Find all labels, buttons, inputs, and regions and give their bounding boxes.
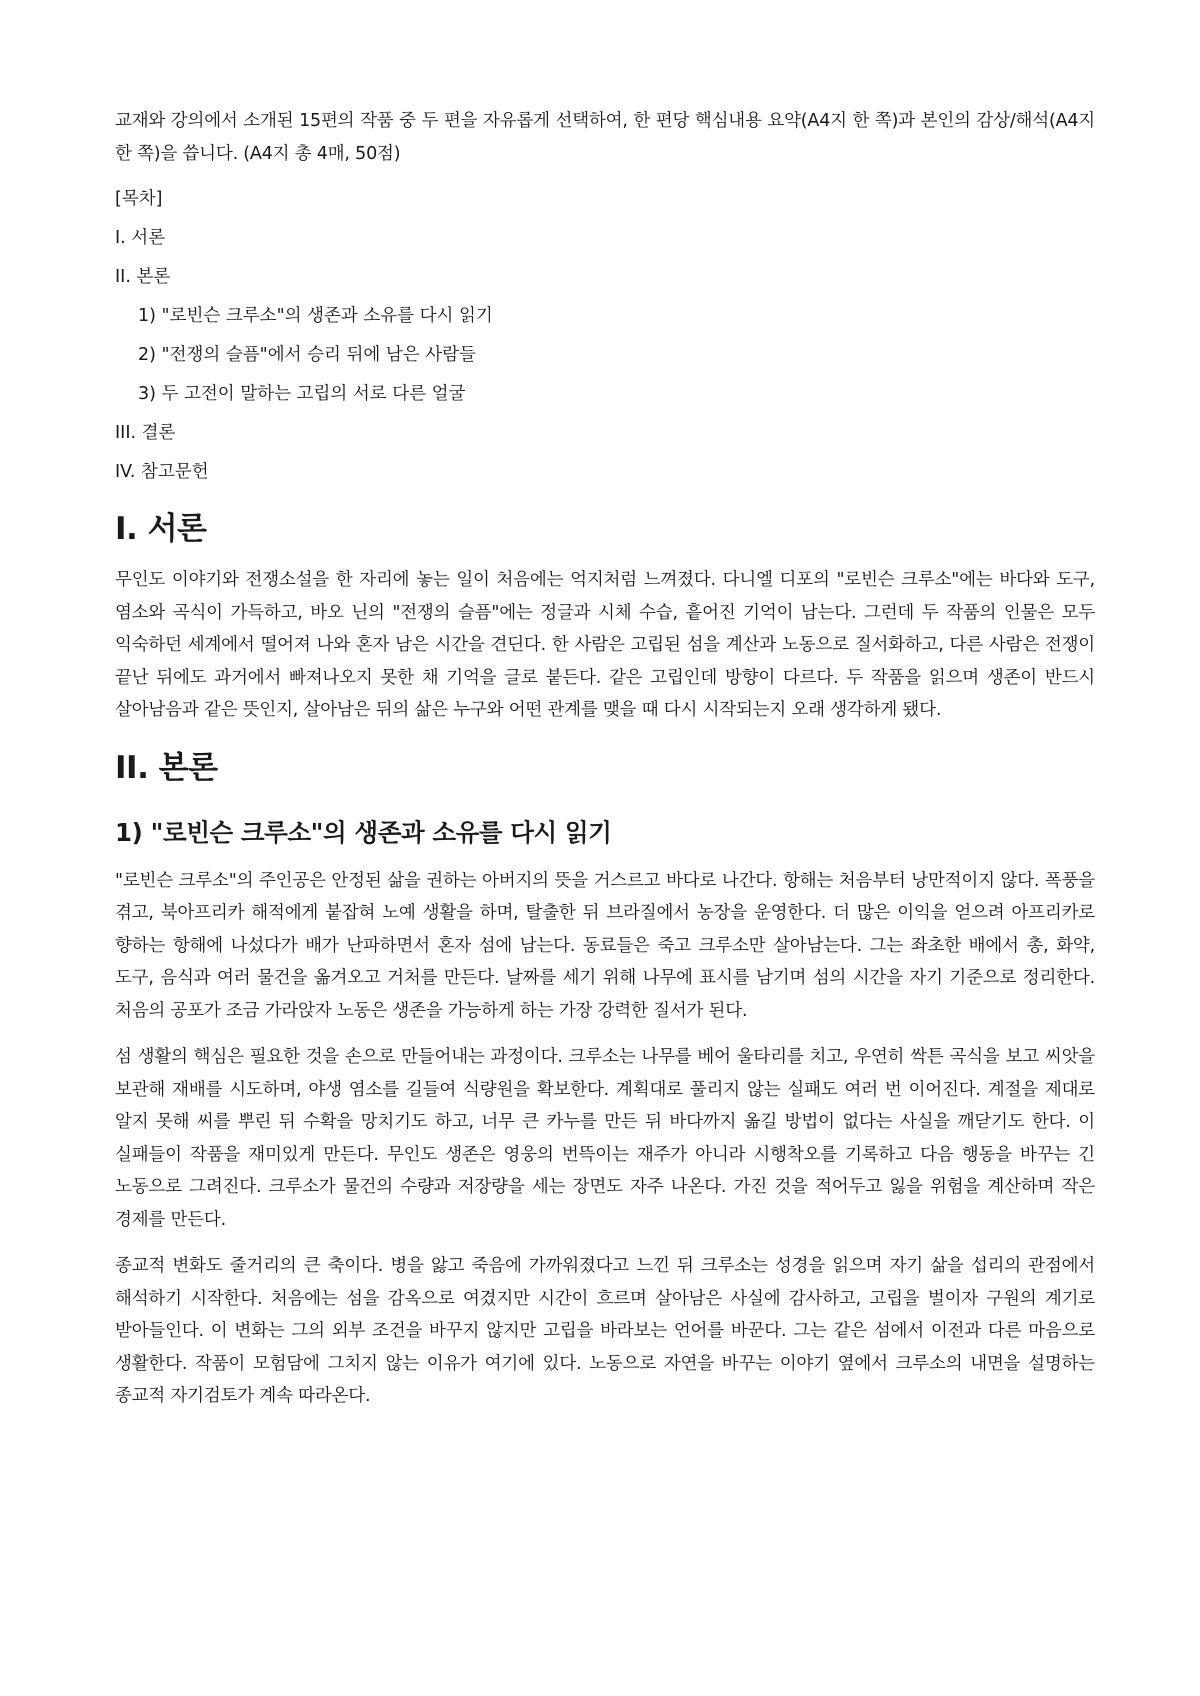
section-heading-body: II. 본론	[115, 749, 218, 786]
subsection-heading-robinson-crusoe: 1) "로빈슨 크루소"의 생존과 소유를 다시 읽기	[115, 817, 612, 847]
toc-item-introduction: I. 서론	[115, 228, 166, 248]
assignment-instruction: 교재와 강의에서 소개된 15편의 작품 중 두 편을 자유롭게 선택하여, 한 편당 핵심내용 요약(A4지 한 쪽)과 본인의 감상/해석(A4지 한 쪽)을 씁니다. (A4지 총 4매, 50점)	[115, 111, 1095, 164]
toc-item-body: II. 본론	[115, 267, 171, 287]
toc-subitem-isolation-comparison: 3) 두 고전이 말하는 고립의 서로 다른 얼굴	[138, 384, 466, 404]
toc-title: [목차]	[115, 189, 163, 209]
body-paragraph: 종교적 변화도 줄거리의 큰 축이다. 병을 앓고 죽음에 가까워졌다고 느낀 뒤 크루소는 성경을 읽으며 자기 삶을 섭리의 관점에서 해석하기 시작한다. 처음에는 섬을 감옥으로 여겼지만 시간이 흐르며 살아남은 사실에 감사하고, 고립을 벌이자 구원의 계기로 받아들인다. 이 변화는 그의 외부 조건을 바꾸지 않지만 고립을 바라보는 언어를 바꾼다. 그는 같은 섬에서 이전과 다른 마음으로 생활한다. 작품이 모험담에 그치지 않는 이유가 여기에 있다. 노동으로 자연을 바꾸는 이야기 옆에서 크루소의 내면을 설명하는 종교적 자기검토가 계속 따라온다.	[115, 1256, 1095, 1406]
body-paragraph: 섬 생활의 핵심은 필요한 것을 손으로 만들어내는 과정이다. 크루소는 나무를 베어 울타리를 치고, 우연히 싹튼 곡식을 보고 씨앗을 보관해 재배를 시도하며, 야생 염소를 길들여 식량원을 확보한다. 계획대로 풀리지 않는 실패도 여러 번 이어진다. 계절을 제대로 알지 못해 씨를 뿌린 뒤 수확을 망치기도 하고, 너무 큰 카누를 만든 뒤 바다까지 옮길 방법이 없다는 사실을 깨닫기도 한다. 이 실패들이 작품을 재미있게 만든다. 무인도 생존은 영웅의 번뜩이는 재주가 아니라 시행착오를 기록하고 다음 행동을 바꾸는 긴 노동으로 그려진다. 크루소가 물건의 수량과 저장량을 세는 장면도 자주 나온다. 가진 것을 적어두고 잃을 위험을 계산하며 작은 경제를 만든다.	[115, 1047, 1095, 1230]
body-paragraph: "로빈슨 크루소"의 주인공은 안정된 삶을 권하는 아버지의 뜻을 거스르고 바다로 나간다. 항해는 처음부터 낭만적이지 않다. 폭풍을 겪고, 북아프리카 해적에게 붙잡혀 노예 생활을 하며, 탈출한 뒤 브라질에서 농장을 운영한다. 더 많은 이익을 얻으려 아프리카로 향하는 항해에 나섰다가 배가 난파하면서 혼자 섬에 남는다. 동료들은 죽고 크루소만 살아남는다. 그는 좌초한 배에서 총, 화약, 도구, 음식과 여러 물건을 옮겨오고 거처를 만든다. 날짜를 세기 위해 나무에 표시를 남기며 섬의 시간을 자기 기준으로 정리한다. 처음의 공포가 조금 가라앉자 노동은 생존을 가능하게 하는 가장 강력한 질서가 된다.	[115, 870, 1095, 1021]
section-heading-introduction: I. 서론	[115, 511, 207, 547]
document-page	[115, 105, 1095, 1427]
table-of-contents	[115, 184, 1095, 488]
toc-subitem-sorrow-of-war: 2) "전쟁의 슬픔"에서 승리 뒤에 남은 사람들	[138, 345, 476, 365]
introduction-paragraph: 무인도 이야기와 전쟁소설을 한 자리에 놓는 일이 처음에는 억지처럼 느껴졌다. 다니엘 디포의 "로빈슨 크루소"에는 바다와 도구, 염소와 곡식이 가득하고, 바오 닌의 "전쟁의 슬픔"에는 정글과 시체 수습, 흩어진 기억이 남는다. 그런데 두 작품의 인물은 모두 익숙하던 세계에서 떨어져 나와 혼자 남은 시간을 견딘다. 한 사람은 고립된 섬을 계산과 노동으로 질서화하고, 다른 사람은 전쟁이 끝난 뒤에도 과거에서 빠져나오지 못한 채 기억을 글로 붙든다. 같은 고립인데 방향이 다르다. 두 작품을 읽으며 생존이 반드시 살아남음과 같은 뜻인지, 살아남은 뒤의 삶은 누구와 어떤 관계를 맺을 때 다시 시작되는지 오래 생각하게 됐다.	[115, 570, 1095, 720]
toc-item-conclusion: III. 결론	[115, 423, 176, 443]
toc-subitem-robinson-crusoe: 1) "로빈슨 크루소"의 생존과 소유를 다시 읽기	[138, 306, 493, 326]
toc-item-references: IV. 참고문헌	[115, 462, 209, 482]
